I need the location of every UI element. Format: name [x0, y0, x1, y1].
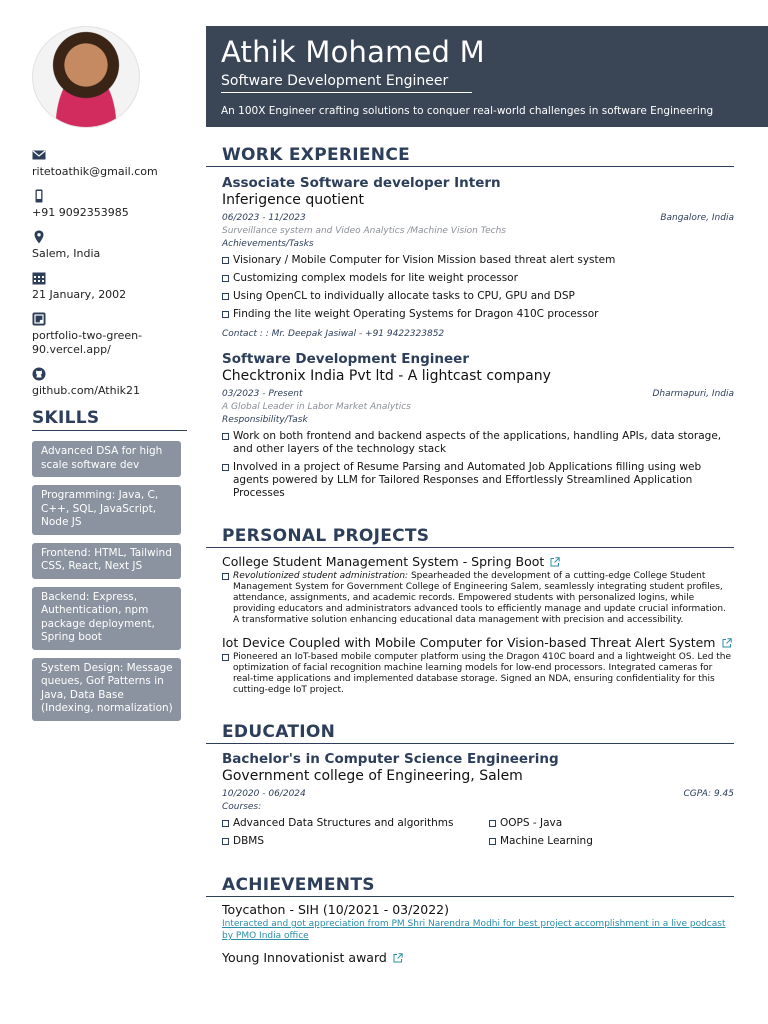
achievement-title: Toycathon - SIH (10/2021 - 03/2022) — [222, 902, 450, 917]
skill-tag: Programming: Java, C, C++, SQL, JavaScript, Node JS — [32, 485, 181, 535]
education-entry — [206, 751, 734, 853]
list-item: Machine Learning — [489, 835, 729, 848]
skill-tag: System Design: Message queues, Gof Patterns in Java, Data Base (Indexing, normalization) — [32, 658, 181, 721]
contact-email-text[interactable]: ritetoathik@gmail.com — [32, 165, 158, 178]
school-name: Government college of Engineering, Salem — [222, 768, 523, 784]
education-dates: 10/2020 - 06/2024 — [222, 789, 306, 799]
contact-github — [32, 367, 188, 398]
job-tasks-label: Achievements/Tasks — [222, 239, 314, 249]
list-item: Involved in a project of Resume Parsing and Automated Job Applications filling using web agents powered by LLM for Tailored Responses and Effortlessly Streamlined Application Processes — [222, 461, 734, 500]
external-link-icon[interactable] — [722, 638, 732, 648]
job-meta — [222, 212, 734, 225]
skill-tag: Frontend: HTML, Tailwind CSS, React, Next JS — [32, 543, 181, 579]
job-tasks-label: Responsibility/Task — [222, 415, 308, 425]
contact-location-text: Salem, India — [32, 247, 101, 260]
person-name: Athik Mohamed M — [221, 35, 485, 69]
contact-phone — [32, 189, 188, 220]
job-company: Checktronix India Pvt ltd - A lightcast company — [222, 368, 551, 384]
project-lead: Revolutionized student administration: — [233, 571, 409, 581]
job-entry — [206, 175, 734, 339]
education-meta — [222, 788, 734, 801]
left-column — [32, 26, 188, 729]
work-heading: WORK EXPERIENCE — [206, 145, 734, 167]
location-icon — [32, 230, 46, 244]
achievement-title[interactable] — [222, 950, 734, 966]
project-description: Pioneered an IoT-based mobile computer platform using the Dragon 410C board and a lightweight OS. Led the optimization of facial recognition machine learning models for low-end processors. Integrated cameras for real-time applications and implemented database storage. Signed an NDA, ensuring confidentiality for this cutting-edge IoT project. — [222, 652, 734, 696]
education-cgpa: CGPA: 9.45 — [683, 789, 734, 799]
contact-email — [32, 148, 188, 179]
list-item: Visionary / Mobile Computer for Vision Mission based threat alert system — [222, 254, 734, 267]
external-link-icon[interactable] — [393, 953, 403, 963]
contact-github-text[interactable]: github.com/Athik21 — [32, 384, 141, 397]
external-link-icon[interactable] — [550, 557, 560, 567]
project-text: Spearheaded the development of a cutting-edge College Student Management System for Government College of Engineering Salem, seamlessly integrating student profiles, attendance, assignments, and academic records. Empowered students with personalized logins, while providing educators and administrators advanced tools to efficiently manage and update crucial information. A transformative solution enhancing educational data management with precision and accessibility. — [233, 571, 726, 625]
job-bullets — [222, 254, 734, 321]
job-title: Software Development Engineer — [222, 351, 469, 367]
job-location: Bangalore, India — [660, 213, 734, 223]
project-title-text[interactable]: Iot Device Coupled with Mobile Computer for Vision-based Threat Alert System — [222, 635, 716, 650]
phone-icon — [32, 189, 46, 203]
project-title[interactable] — [222, 554, 734, 570]
achievement-entry — [206, 950, 734, 966]
job-company: Inferigence quotient — [222, 192, 365, 208]
avatar — [32, 26, 140, 128]
project-title[interactable] — [222, 635, 734, 651]
project-description — [222, 571, 734, 626]
achievement-title-text[interactable]: Young Innovationist award — [222, 950, 387, 965]
degree-title: Bachelor's in Computer Science Engineering — [222, 751, 559, 767]
list-item: Customizing complex models for lite weight processor — [222, 272, 734, 285]
list-item: DBMS — [222, 835, 489, 848]
job-dates: 03/2023 - Present — [222, 389, 303, 399]
contact-location — [32, 230, 188, 261]
achievement-entry — [206, 902, 734, 942]
education-heading: EDUCATION — [206, 722, 734, 744]
list-item: OOPS - Java — [489, 817, 729, 830]
contact-birthday — [32, 271, 188, 302]
achievement-link[interactable]: Interacted and got appreciation from PM Shri Narendra Modhi for best project accomplishment in a live podcast by PMO India office — [222, 919, 726, 941]
job-reference: Contact : : Mr. Deepak Jasiwal - +91 9422323852 — [222, 329, 445, 339]
job-bullets — [222, 430, 734, 500]
courses-list — [222, 817, 734, 853]
job-title: Associate Software developer Intern — [222, 175, 501, 191]
main-column — [206, 145, 734, 966]
skill-tag: Advanced DSA for high scale software dev — [32, 441, 181, 477]
projects-heading: PERSONAL PROJECTS — [206, 526, 734, 548]
contact-portfolio — [32, 312, 188, 357]
project-entry — [206, 554, 734, 626]
job-description: Surveillance system and Video Analytics /Machine Vision Techs — [222, 226, 506, 236]
job-location: Dharmapuri, India — [652, 389, 734, 399]
job-entry — [206, 351, 734, 500]
contact-phone-text[interactable]: +91 9092353985 — [32, 206, 129, 219]
contact-list — [32, 148, 188, 398]
list-item: Using OpenCL to individually allocate tasks to CPU, GPU and DSP — [222, 290, 734, 303]
project-entry — [206, 635, 734, 696]
person-role: Software Development Engineer — [221, 72, 472, 93]
courses-label: Courses: — [222, 802, 262, 812]
list-item: Finding the lite weight Operating Systems for Dragon 410C processor — [222, 308, 734, 321]
list-item: Work on both frontend and backend aspects of the applications, handling APIs, data storage, and other layers of the technology stack — [222, 430, 734, 456]
person-tagline: An 100X Engineer crafting solutions to conquer real-world challenges in software Engineering — [221, 105, 714, 117]
skills-heading: SKILLS — [32, 408, 187, 431]
email-icon — [32, 148, 46, 162]
job-dates: 06/2023 - 11/2023 — [222, 213, 306, 223]
calendar-icon — [32, 271, 46, 285]
header-banner — [206, 26, 768, 127]
job-meta — [222, 388, 734, 401]
portfolio-icon — [32, 312, 46, 326]
achievements-heading: ACHIEVEMENTS — [206, 875, 734, 897]
contact-birthday-text: 21 January, 2002 — [32, 288, 127, 301]
project-title-text[interactable]: College Student Management System - Spring Boot — [222, 554, 545, 569]
skill-tags — [32, 441, 188, 721]
job-description: A Global Leader in Labor Market Analytics — [222, 402, 411, 412]
github-icon — [32, 367, 46, 381]
list-item: Advanced Data Structures and algorithms — [222, 817, 489, 830]
contact-portfolio-text[interactable]: portfolio-two-green-90.vercel.app/ — [32, 329, 143, 356]
skill-tag: Backend: Express, Authentication, npm package deployment, Spring boot — [32, 587, 181, 650]
